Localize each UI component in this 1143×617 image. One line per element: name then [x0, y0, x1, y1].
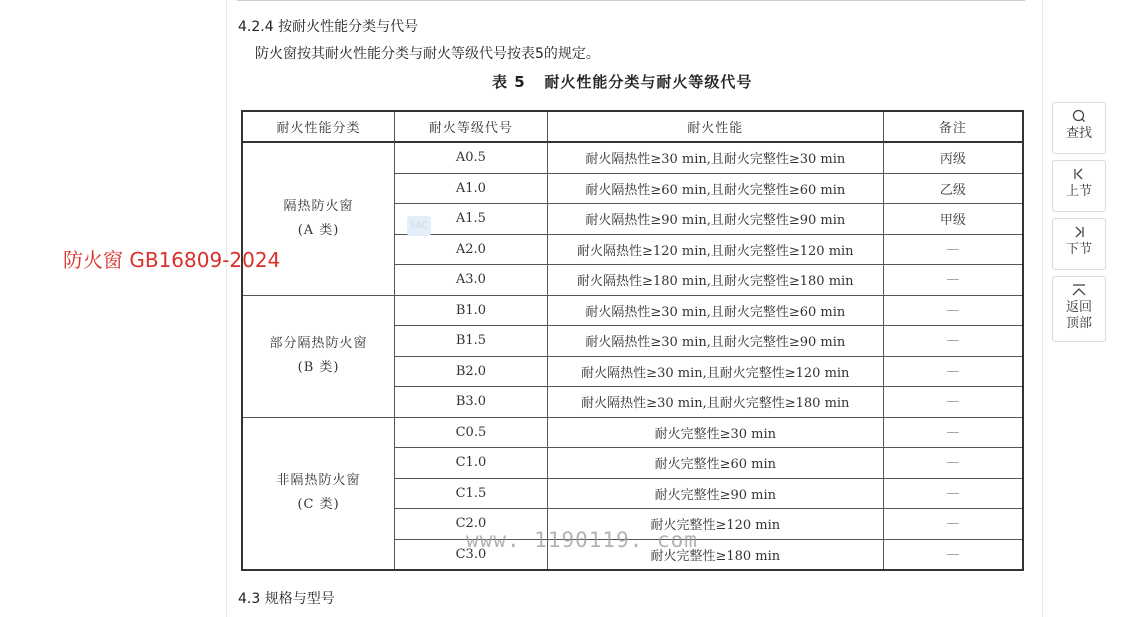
site-watermark: www. 1190119. com: [466, 528, 698, 552]
prev-section-button[interactable]: [1052, 160, 1106, 212]
next-section-button[interactable]: [1052, 218, 1106, 270]
performance: 耐火完整性≥30 min: [547, 417, 883, 448]
back-to-top-label-1: 返回: [1065, 300, 1092, 315]
performance: 耐火完整性≥120 min: [547, 509, 883, 540]
header-note: 备注: [883, 111, 1023, 142]
grade-code: A2.0: [395, 234, 548, 265]
grade-code: C1.5: [395, 478, 548, 509]
next-section-heading: 4.3 规格与型号: [238, 591, 335, 607]
performance: 耐火隔热性≥30 min,且耐火完整性≥180 min: [547, 387, 883, 418]
grade-code: A1.5: [395, 204, 548, 235]
back-to-top-button[interactable]: [1052, 276, 1106, 342]
note: —: [883, 539, 1023, 570]
group-c-class: (C 类): [297, 497, 340, 513]
skip-prev-icon: [1053, 161, 1105, 184]
fire-resistance-table: [241, 110, 1024, 571]
table-caption: 表 5 耐火性能分类与耐火等级代号: [492, 73, 753, 91]
overlay-title: 防火窗 GB16809-2024: [63, 248, 281, 272]
note: —: [883, 509, 1023, 540]
performance: 耐火完整性≥90 min: [547, 478, 883, 509]
note: —: [883, 478, 1023, 509]
note: —: [883, 326, 1023, 357]
prev-section-label: 上节: [1065, 184, 1092, 199]
performance: 耐火隔热性≥30 min,且耐火完整性≥90 min: [547, 326, 883, 357]
search-icon: [1053, 103, 1105, 126]
group-a-class: (A 类): [297, 222, 340, 238]
back-to-top-label-2: 顶部: [1065, 316, 1092, 331]
next-section-label: 下节: [1065, 242, 1092, 257]
grade-code: C0.5: [395, 417, 548, 448]
note: —: [883, 448, 1023, 479]
note: —: [883, 387, 1023, 418]
group-b-cell: [242, 295, 395, 417]
grade-code: C2.0: [395, 509, 548, 540]
grade-code: A0.5: [395, 142, 548, 173]
note: —: [883, 295, 1023, 326]
performance: 耐火隔热性≥120 min,且耐火完整性≥120 min: [547, 234, 883, 265]
performance: 耐火隔热性≥180 min,且耐火完整性≥180 min: [547, 265, 883, 296]
header-grade-code: 耐火等级代号: [395, 111, 548, 142]
note: 丙级: [883, 142, 1023, 173]
note: —: [883, 417, 1023, 448]
header-performance: 耐火性能: [547, 111, 883, 142]
header-classification: 耐火性能分类: [242, 111, 395, 142]
section-heading: 4.2.4 按耐火性能分类与代号: [238, 19, 419, 35]
grade-code: C3.0: [395, 539, 548, 570]
grade-code: B1.0: [395, 295, 548, 326]
skip-next-icon: [1053, 219, 1105, 242]
performance: 耐火完整性≥60 min: [547, 448, 883, 479]
back-to-top-icon: [1053, 277, 1105, 300]
table-header-row: [242, 111, 1023, 142]
group-a-name: 隔热防火窗: [283, 198, 354, 214]
group-c-name: 非隔热防火窗: [276, 473, 361, 489]
group-b-name: 部分隔热防火窗: [269, 336, 368, 351]
search-label: 查找: [1065, 126, 1092, 141]
grade-code: B2.0: [395, 356, 548, 387]
performance: 耐火隔热性≥30 min,且耐火完整性≥120 min: [547, 356, 883, 387]
group-c-cell: [242, 417, 395, 570]
table-row: [242, 417, 1023, 448]
performance: 耐火隔热性≥30 min,且耐火完整性≥30 min: [547, 142, 883, 173]
search-button[interactable]: [1052, 102, 1106, 154]
table-row: [242, 295, 1023, 326]
performance: 耐火隔热性≥90 min,且耐火完整性≥90 min: [547, 204, 883, 235]
grade-code: B3.0: [395, 387, 548, 418]
note: —: [883, 265, 1023, 296]
grade-code: B1.5: [395, 326, 548, 357]
performance: 耐火隔热性≥60 min,且耐火完整性≥60 min: [547, 173, 883, 204]
performance: 耐火完整性≥180 min: [547, 539, 883, 570]
note: 乙级: [883, 173, 1023, 204]
intro-paragraph: 防火窗按其耐火性能分类与耐火等级代号按表5的规定。: [255, 46, 600, 62]
table-row: [242, 142, 1023, 173]
note: 甲级: [883, 204, 1023, 235]
note: —: [883, 234, 1023, 265]
grade-code: A1.0: [395, 173, 548, 204]
page-top-divider: [237, 0, 1025, 1]
performance: 耐火隔热性≥30 min,且耐火完整性≥60 min: [547, 295, 883, 326]
grade-code: C1.0: [395, 448, 548, 479]
grade-code: A3.0: [395, 265, 548, 296]
note: —: [883, 356, 1023, 387]
sac-logo: SAC: [407, 216, 431, 236]
group-b-class: (B 类): [297, 360, 340, 375]
